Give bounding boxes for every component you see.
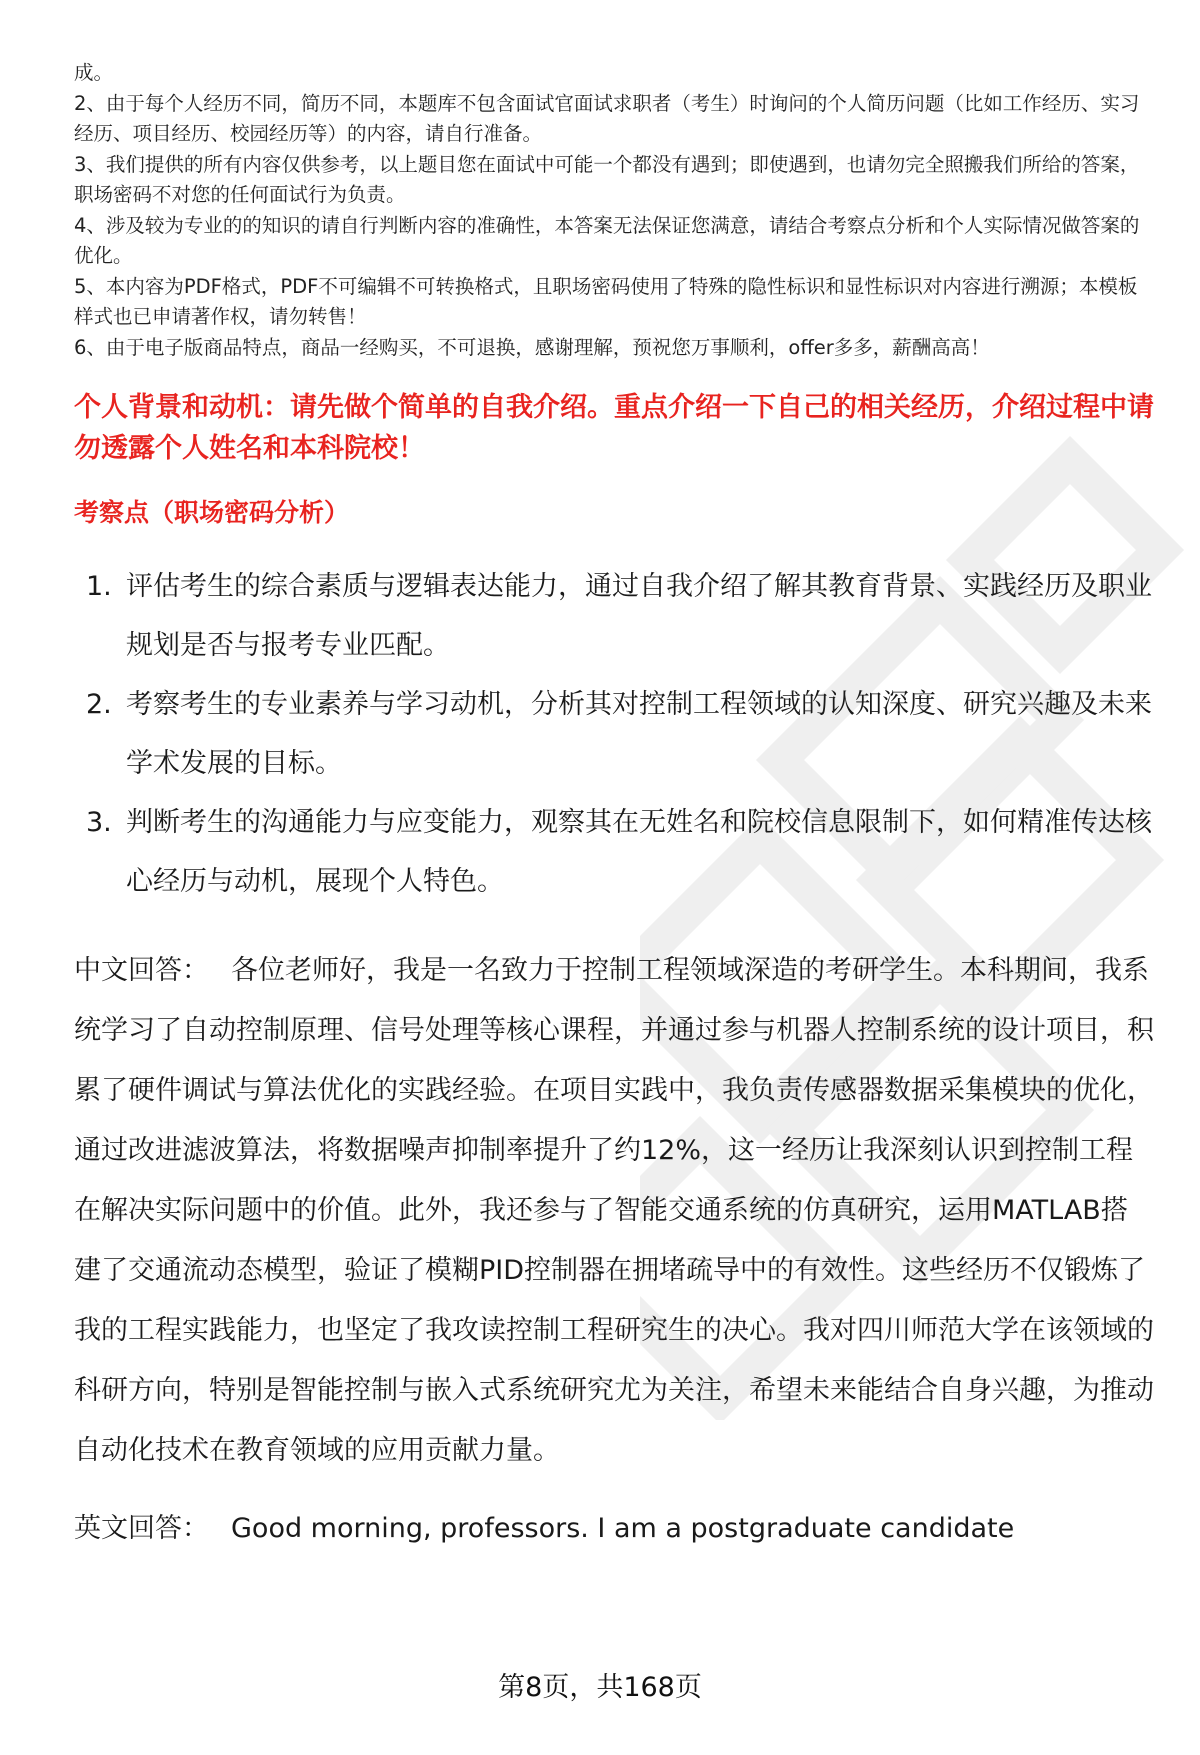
analysis-heading: 考察点（职场密码分析） xyxy=(74,498,350,527)
list-text: 判断考生的沟通能力与应变能力，观察其在无姓名和院校信息限制下，如何精准传达核心经历与动机，展现个人特色。 xyxy=(126,807,1152,897)
english-answer-text: Good morning, professors. I am a postgraduate candidate xyxy=(231,1513,1015,1544)
list-number: 3. xyxy=(86,807,112,838)
chinese-answer-label: 中文回答： xyxy=(74,955,209,986)
list-item xyxy=(86,793,1154,911)
chinese-answer xyxy=(74,941,1154,1481)
disclaimer-notes xyxy=(74,58,1154,363)
list-text: 考察考生的专业素养与学习动机，分析其对控制工程领域的认知深度、研究兴趣及未来学术发展的目标。 xyxy=(126,689,1152,779)
page-number: 第8页，共168页 xyxy=(498,1672,702,1703)
list-item xyxy=(86,557,1154,675)
english-answer xyxy=(74,1499,1154,1559)
analysis-points xyxy=(74,557,1154,911)
note-line: 2、由于每个人经历不同，简历不同，本题库不包含面试官面试求职者（考生）时询问的个人简历问题（比如工作经历、实习经历、项目经历、校园经历等）的内容，请自行准备。 xyxy=(74,91,1140,145)
list-item xyxy=(86,675,1154,793)
note-line: 6、由于电子版商品特点，商品一经购买，不可退换，感谢理解，预祝您万事顺利，offer多多，薪酬高高！ xyxy=(74,335,990,359)
note-line: 4、涉及较为专业的的知识的请自行判断内容的准确性，本答案无法保证您满意，请结合考察点分析和个人实际情况做答案的优化。 xyxy=(74,213,1140,267)
list-number: 2. xyxy=(86,689,112,720)
note-line: 3、我们提供的所有内容仅供参考，以上题目您在面试中可能一个都没有遇到；即使遇到，也请勿完全照搬我们所给的答案，职场密码不对您的任何面试行为负责。 xyxy=(74,152,1140,206)
list-number: 1. xyxy=(86,571,112,602)
note-line: 5、本内容为PDF格式，PDF不可编辑不可转换格式，且职场密码使用了特殊的隐性标识和显性标识对内容进行溯源；本模板样式也已申请著作权，请勿转售！ xyxy=(74,274,1138,328)
question-heading: 个人背景和动机：请先做个简单的自我介绍。重点介绍一下自己的相关经历，介绍过程中请勿透露个人姓名和本科院校！ xyxy=(74,392,1154,464)
document-content xyxy=(74,58,1154,1559)
note-line: 成。 xyxy=(74,61,114,84)
english-answer-label: 英文回答： xyxy=(74,1513,209,1544)
chinese-answer-text: 各位老师好，我是一名致力于控制工程领域深造的考研学生。本科期间，我系统学习了自动控制原理、信号处理等核心课程，并通过参与机器人控制系统的设计项目，积累了硬件调试与算法优化的实践经验。在项目实践中，我负责传感器数据采集模块的优化，通过改进滤波算法，将数据噪声抑制率提升了约12%，这一经历让我深刻认识到控制工程在解决实际问题中的价值。此外，我还参与了智能交通系统的仿真研究，运用MATLAB搭建了交通流动态模型，验证了模糊PID控制器在拥堵疏导中的有效性。这些经历不仅锻炼了我的工程实践能力，也坚定了我攻读控制工程研究生的决心。我对四川师范大学在该领域的科研方向，特别是智能控制与嵌入式系统研究尤为关注，希望未来能结合自身兴趣，为推动自动化技术在教育领域的应用贡献力量。 xyxy=(74,955,1154,1466)
list-text: 评估考生的综合素质与逻辑表达能力，通过自我介绍了解其教育背景、实践经历及职业规划是否与报考专业匹配。 xyxy=(126,571,1152,661)
